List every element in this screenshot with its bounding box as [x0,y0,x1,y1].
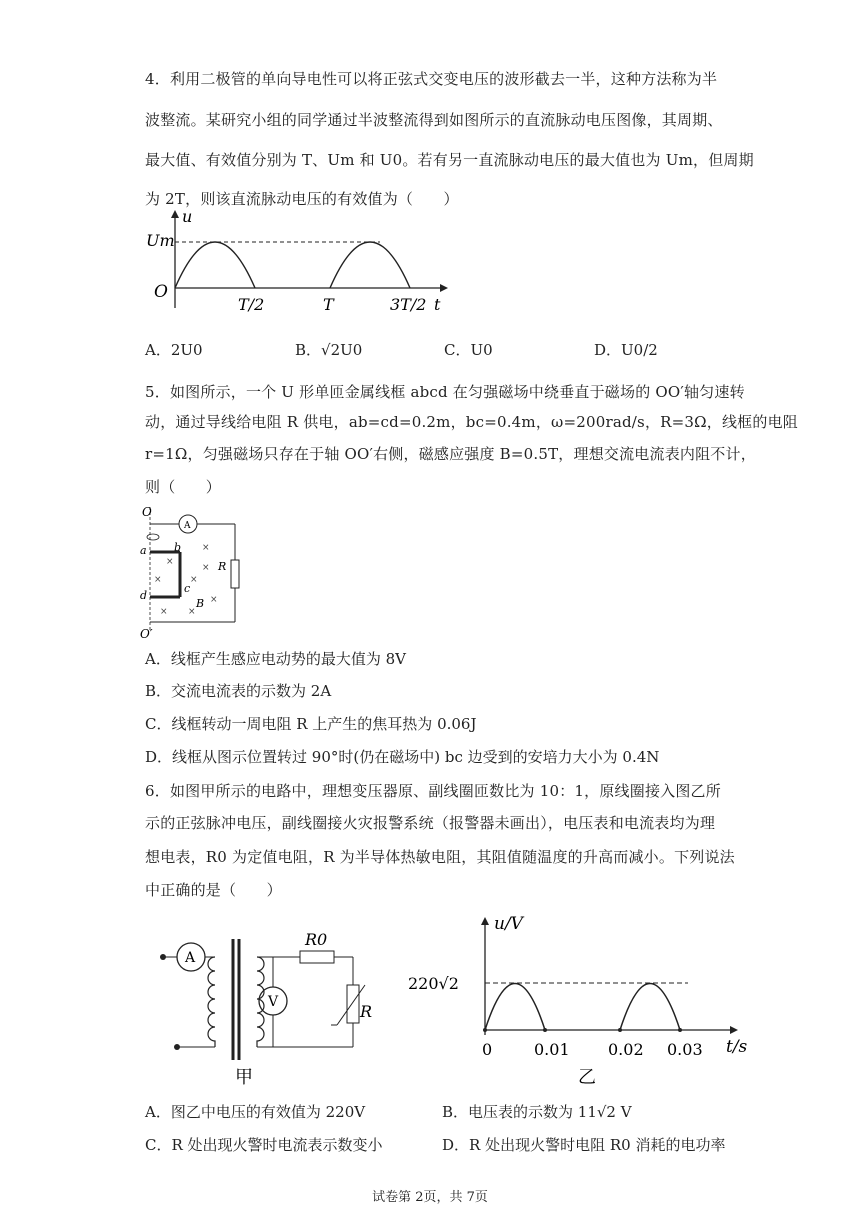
q4-line-3: 最大值、有效值分别为 T、Um 和 U0。若有另一直流脉动电压的最大值也为 Um，但周期 [145,151,754,169]
q6-line-2: 示的正弦脉冲电压，副线圈接火灾报警系统（报警器未画出），电压表和电流表均为理 [145,814,716,832]
q5-label-o-prime: O′ [140,627,153,641]
q5-label-b: b [174,541,182,554]
q6-option-a: A．图乙中电压的有效值为 220V [145,1103,366,1121]
q4-tick-t: T [323,295,334,314]
svg-text:×: × [188,607,196,617]
q4-x-label: t [434,295,441,314]
q5-label-o: O [142,505,152,519]
q4-y-label: u [182,207,193,226]
q6-r0-label: R0 [305,930,328,949]
q5-label-r: R [218,560,227,573]
q6-option-b: B．电压表的示数为 11√2 V [442,1103,632,1121]
q6-tick-0: 0 [482,1040,493,1059]
q6-tick-001: 0.01 [534,1040,570,1059]
q5-line-3: r=1Ω，匀强磁场只存在于轴 OO′右侧，磁感应强度 B=0.5T，理想交流电流表内阻不计， [145,445,756,463]
q4-option-c: C．U0 [444,341,493,359]
q6-r-label: R [360,1002,373,1021]
q5-line-2: 动，通过导线给电阻 R 供电，ab=cd=0.2m，bc=0.4m，ω=200rad/s，R=3Ω，线框的电阻 [145,413,798,431]
q6-line-3: 想电表，R0 为定值电阻，R 为半导体热敏电阻，其阻值随温度的升高而减小。下列说法 [145,848,735,866]
page-footer: 试卷第 2页，共 7页 [372,1190,488,1205]
svg-text:×: × [166,557,174,567]
q6-circuit-figure [155,925,373,1090]
q6-tick-002: 0.02 [608,1040,644,1059]
q4-max-label: Um [146,231,175,250]
q6-x-label: t/s [726,1037,748,1057]
q5-option-d: D．线框从图示位置转过 90°时(仍在磁场中) bc 边受到的安培力大小为 0.4N [145,748,660,766]
q5-label-c: c [184,582,191,595]
q5-line-4: 则（ ） [145,478,222,496]
q6-tick-003: 0.03 [667,1040,703,1059]
q4-option-b: B．√2U0 [295,341,363,359]
svg-text:×: × [190,575,198,585]
q6-line-4: 中正确的是（ ） [145,881,282,899]
q5-label-d: d [140,589,148,602]
q6-voltmeter-label: V [268,994,279,1010]
q6-option-d: D．R 处出现火警时电阻 R0 消耗的电功率 [442,1136,726,1154]
q6-ammeter-label: A [185,950,196,966]
q6-option-c: C．R 处出现火警时电流表示数变小 [145,1136,383,1154]
q5-ammeter-label: A [184,521,191,531]
q4-tick-three-half: 3T/2 [390,295,427,314]
q6-y-label: u/V [494,914,523,934]
svg-text:×: × [202,563,210,573]
q6-line-1: 6．如图甲所示的电路中，理想变压器原、副线圈匝数比为 10：1，原线圈接入图乙所 [145,782,721,800]
svg-text:×: × [154,575,162,585]
q5-option-a: A．线框产生感应电动势的最大值为 8V [145,650,406,668]
q4-voltage-graph [140,208,460,318]
q4-option-d: D．U0/2 [594,341,658,359]
q6-max-label: 220√2 [408,974,459,993]
q6-circuit-caption: 甲 [235,1067,253,1088]
q5-label-a: a [140,544,147,557]
svg-text:×: × [202,543,210,553]
q4-origin-label: O [154,282,168,302]
q5-coil-figure [140,502,250,642]
q5-line-1: 5．如图所示，一个 U 形单匝金属线框 abcd 在匀强磁场中绕垂直于磁场的 OO′轴匀速转 [145,383,745,401]
q5-option-b: B．交流电流表的示数为 2A [145,682,332,700]
q4-line-1: 4．利用二极管的单向导电性可以将正弦式交变电压的波形截去一半，这种方法称为半 [145,70,718,88]
q4-line-2: 波整流。某研究小组的同学通过半波整流得到如图所示的直流脉动电压图像，其周期、 [145,111,723,129]
q4-option-a: A．2U0 [145,341,203,359]
q4-tick-half: T/2 [238,295,265,314]
svg-text:×: × [210,595,218,605]
q4-line-4: 为 2T，则该直流脉动电压的有效值为（ ） [145,190,459,208]
q6-voltage-graph [400,905,770,1090]
q6-graph-caption: 乙 [578,1067,596,1088]
svg-text:×: × [160,607,168,617]
q5-option-c: C．线框转动一周电阻 R 上产生的焦耳热为 0.06J [145,715,477,733]
q5-label-b-field: B [196,597,205,610]
